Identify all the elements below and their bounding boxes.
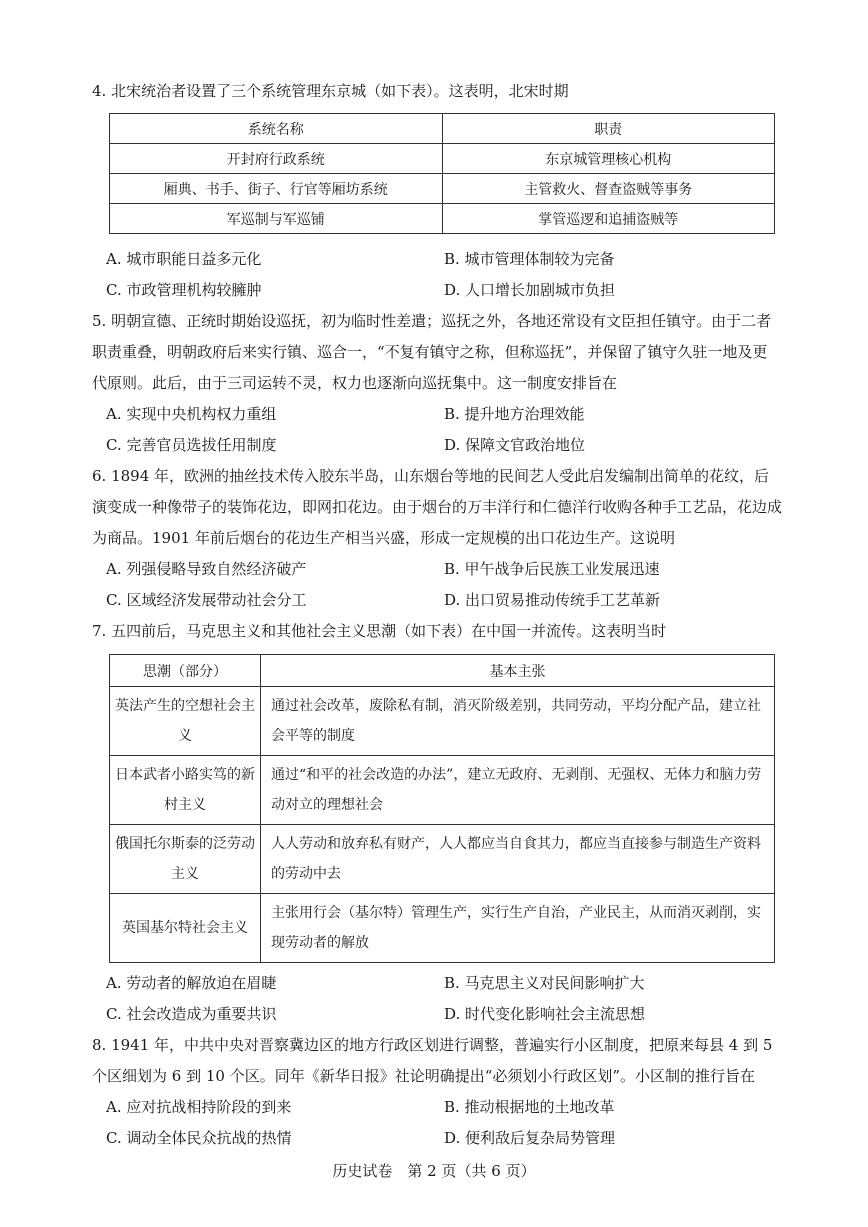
table-cell: 人人劳动和放弃私有财产，人人都应当自食其力，都应当直接参与制造生产资料的劳动中去 [261,825,775,894]
option-b[interactable]: B. 马克思主义对民间影响扩大 [444,974,645,992]
option-d[interactable]: D. 保障文官政治地位 [444,436,586,454]
question-7 [92,616,782,647]
table-cell: 通过社会改革，废除私有制，消灭阶级差别，共同劳动，平均分配产品，建立社会平等的制度 [261,687,775,756]
option-a[interactable]: A. 应对抗战相持阶段的到来 [106,1098,292,1116]
table-cell: 俄国托尔斯泰的泛劳动主义 [110,825,261,894]
table-row [110,756,775,825]
question-4-options [92,244,782,306]
table-row [110,204,775,234]
option-d[interactable]: D. 人口增长加剧城市负担 [444,281,616,299]
option-b[interactable]: B. 城市管理体制较为完备 [444,250,615,268]
table-row [110,687,775,756]
option-c[interactable]: C. 市政管理机构较臃肿 [106,281,262,299]
option-b[interactable]: B. 推动根据地的土地改革 [444,1098,615,1116]
option-d[interactable]: D. 出口贸易推动传统手工艺革新 [444,591,661,609]
question-4 [92,76,782,107]
table-row [110,174,775,204]
option-d[interactable]: D. 便利敌后复杂局势管理 [444,1129,616,1147]
question-4-stem: 4. 北宋统治者设置了三个系统管理东京城（如下表）。这表明，北宋时期 [92,82,569,100]
question-6-stem: 6. 1894 年，欧洲的抽丝技术传入胶东半岛，山东烟台等地的民间艺人受此启发编制出简单的花纹，后演变成一种像带子的装饰花边，即网扣花边。由于烟台的万丰洋行和仁德洋行收购各种手工艺品，花边成为商品。1901 年前后烟台的花边生产相当兴盛，形成一定规模的出口花边生产。这说明 [92,467,783,547]
table-cell: 开封府行政系统 [110,144,443,174]
option-b[interactable]: B. 提升地方治理效能 [444,405,585,423]
table-row [110,825,775,894]
option-b[interactable]: B. 甲午战争后民族工业发展迅速 [444,560,660,578]
table-cell: 东京城管理核心机构 [442,144,775,174]
table-header-row [110,114,775,144]
table-header-cell: 基本主张 [261,655,775,687]
option-a[interactable]: A. 列强侵略导致自然经济破产 [106,560,307,578]
table-header-cell: 职责 [442,114,775,144]
table-cell: 英国基尔特社会主义 [110,894,261,963]
option-c[interactable]: C. 区域经济发展带动社会分工 [106,591,307,609]
option-a[interactable]: A. 劳动者的解放迫在眉睫 [106,974,277,992]
question-5-stem: 5. 明朝宣德、正统时期始设巡抚，初为临时性差遣；巡抚之外，各地还常设有文臣担任镇守。由于二者职责重叠，明朝政府后来实行镇、巡合一，“不复有镇守之称，但称巡抚”，并保留了镇守久驻一地及更代原则。此后，由于三司运转不灵，权力也逐渐向巡抚集中。这一制度安排旨在 [92,312,772,392]
question-7-options [92,968,782,1030]
question-4-table [109,113,775,234]
option-d[interactable]: D. 时代变化影响社会主流思想 [444,1005,646,1023]
question-8 [92,1030,782,1154]
table-cell: 掌管巡逻和追捕盗贼等 [442,204,775,234]
table-row [110,144,775,174]
table-row [110,894,775,963]
option-a[interactable]: A. 城市职能日益多元化 [106,250,262,268]
table-cell: 英法产生的空想社会主义 [110,687,261,756]
table-cell: 主张用行会（基尔特）管理生产，实行生产自治，产业民主，从而消灭剥削，实现劳动者的解放 [261,894,775,963]
question-5 [92,306,782,461]
option-c[interactable]: C. 调动全体民众抗战的热情 [106,1129,292,1147]
table-cell: 通过“和平的社会改造的办法”，建立无政府、无剥削、无强权、无体力和脑力劳动对立的理想社会 [261,756,775,825]
question-7-table [109,654,775,963]
table-cell: 厢典、书手、街子、行官等厢坊系统 [110,174,443,204]
question-8-stem: 8. 1941 年，中共中央对晋察冀边区的地方行政区划进行调整，普遍实行小区制度，把原来每县 4 到 5 个区细划为 6 到 10 个区。同年《新华日报》社论明确提出“必须划小行政区划”。小区制的推行旨在 [92,1036,773,1085]
question-6 [92,461,782,616]
table-header-row [110,655,775,687]
table-cell: 军巡制与军巡铺 [110,204,443,234]
option-c[interactable]: C. 完善官员选拔任用制度 [106,436,277,454]
table-cell: 主管救火、督查盗贼等事务 [442,174,775,204]
page-footer: 历史试卷 第 2 页（共 6 页） [332,1162,536,1180]
question-7-stem: 7. 五四前后，马克思主义和其他社会主义思潮（如下表）在中国一并流传。这表明当时 [92,622,667,640]
table-header-cell: 思潮（部分） [110,655,261,687]
table-cell: 日本武者小路实笃的新村主义 [110,756,261,825]
option-a[interactable]: A. 实现中央机构权力重组 [106,405,277,423]
option-c[interactable]: C. 社会改造成为重要共识 [106,1005,277,1023]
table-header-cell: 系统名称 [110,114,443,144]
